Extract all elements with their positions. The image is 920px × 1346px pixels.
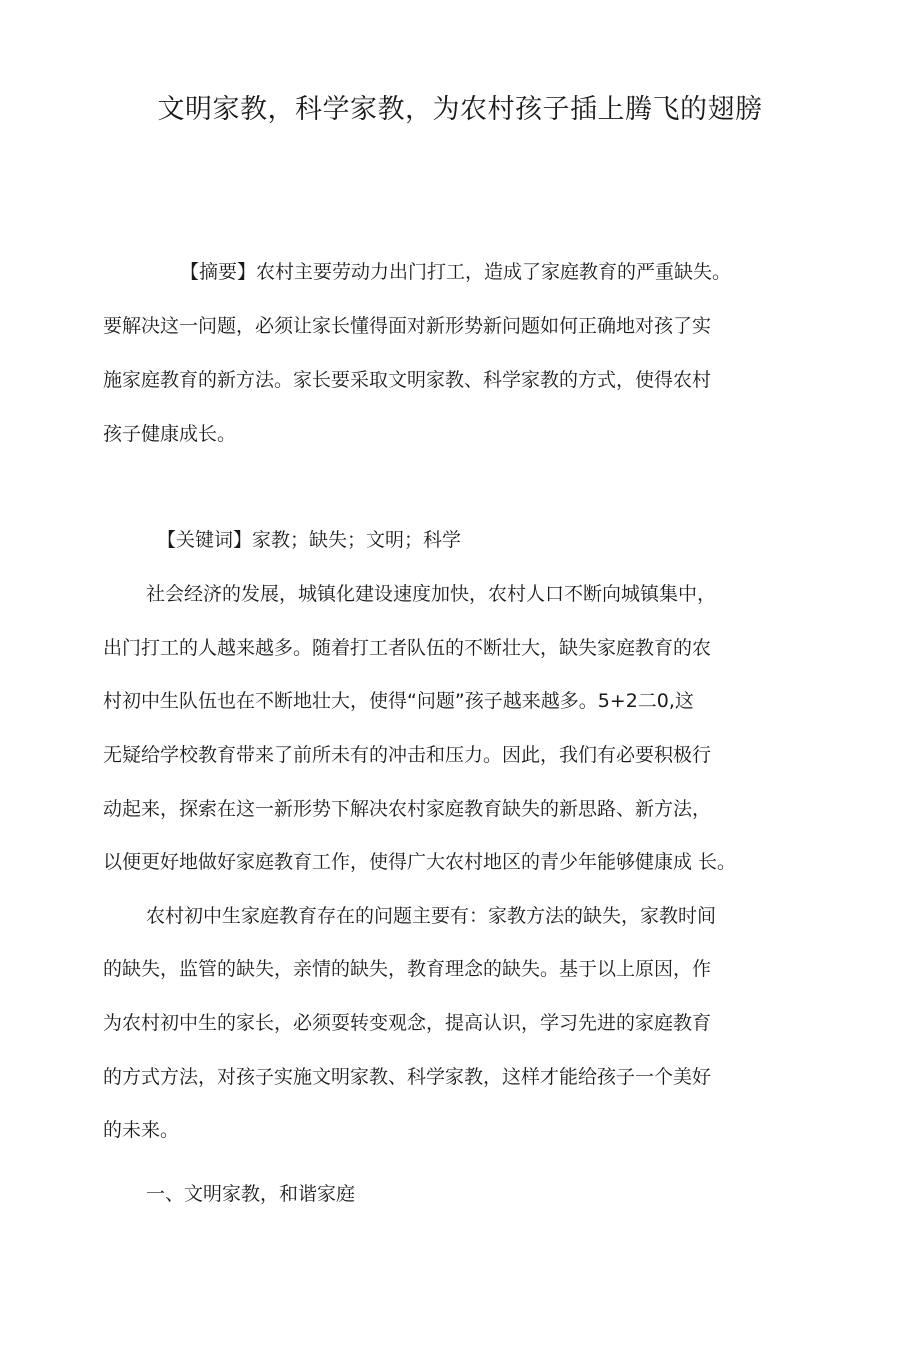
keywords-line: 【关键词】家教；缺失；文明；科学: [157, 529, 462, 551]
abstract-line-2: 要解决这一问题，必须让家长懂得面对新形势新问题如何正确地对孩了实: [103, 315, 712, 337]
paragraph1-line-6: 以便更好地做好家庭教育工作，使得广大农村地区的青少年能够健康成 长。: [103, 851, 737, 873]
paragraph2-line-5: 的未来。: [103, 1119, 180, 1141]
paragraph1-line-1: 社会经济的发展，城镇化建设速度加快，农村人口不断向城镇集中，: [146, 583, 717, 605]
paragraph1-line-5: 动起来，探索在这一新形势下解决农村家庭教育缺失的新思路、新方法，: [103, 798, 712, 820]
paragraph2-line-2: 的缺失，监管的缺失，亲情的缺失，教育理念的缺失。基于以上原因，作: [103, 958, 712, 980]
paragraph2-line-1: 农村初中生家庭教育存在的问题主要有：家教方法的缺失，家教时间: [146, 905, 717, 927]
paragraph1-line-3: 村初中生队伍也在不断地壮大，使得“问题”孩子越来越多。5+2二0,这: [103, 690, 694, 712]
document-title: 文明家教，科学家教，为农村孩子插上腾飞的翅膀: [157, 94, 763, 125]
paragraph1-line-4: 无疑给学校教育带来了前所未有的冲击和压力。因此，我们有必要积极行: [103, 744, 712, 766]
paragraph1-line-2: 出门打工的人越来越多。随着打工者队伍的不断壮大，缺失家庭教育的农: [103, 637, 712, 659]
abstract-line-1: 【摘要】农村主要劳动力出门打工，造成了家庭教育的严重缺失。: [180, 261, 732, 283]
section-heading-1: 一、文明家教，和谐家庭: [146, 1183, 356, 1205]
abstract-line-3: 施家庭教育的新方法。家长要采取文明家教、科学家教的方式，使得农村: [103, 369, 712, 391]
abstract-line-4: 孩子健康成长。: [103, 423, 237, 445]
paragraph2-line-4: 的方式方法，对孩子实施文明家教、科学家教，这样才能给孩子一个美好: [103, 1066, 712, 1088]
paragraph2-line-3: 为农村初中生的家长，必须耍转变观念，提高认识，学习先进的家庭教育: [103, 1012, 712, 1034]
